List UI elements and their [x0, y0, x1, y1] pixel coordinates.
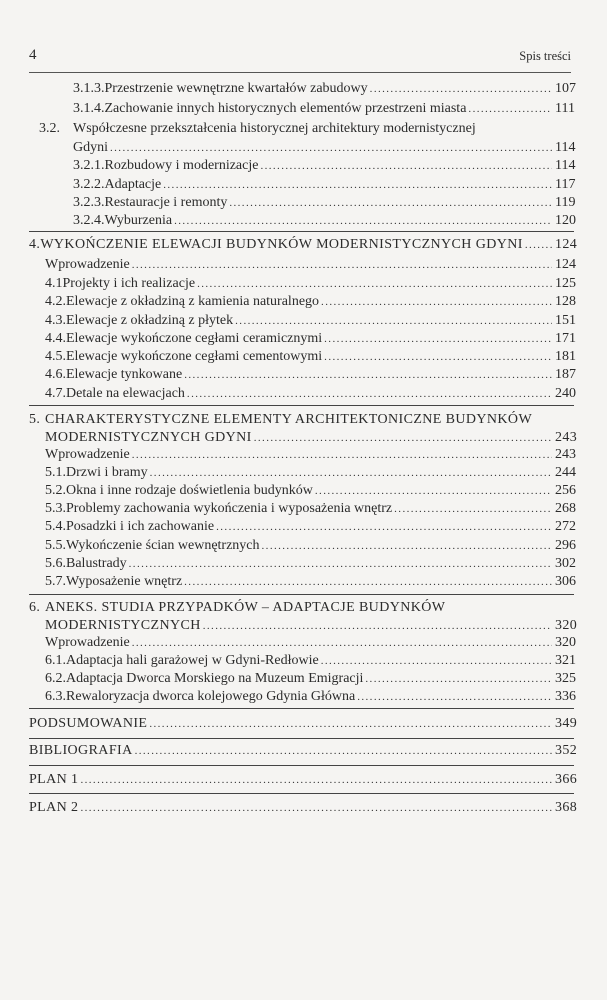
toc-entry [45, 293, 575, 311]
toc-leader-dots [394, 501, 552, 518]
toc-entry-title: Detale na elewacjach [66, 386, 185, 401]
toc-entry-first-line [39, 120, 476, 137]
toc-entry-number: 6.3. [45, 689, 66, 704]
toc-page-number: 306 [555, 574, 576, 589]
toc-page-number: 187 [555, 367, 576, 382]
toc-leader-dots [370, 81, 552, 98]
toc-entry-title: WYKOŃCZENIE ELEWACJI BUDYNKÓW MODERNISTYCZNYCH GDYNI [40, 237, 523, 252]
toc-leader-dots [216, 519, 552, 536]
toc-leader-dots [197, 276, 552, 293]
toc-entry-number: 6. [29, 600, 41, 615]
toc-entry [73, 212, 575, 230]
toc-entry [73, 176, 575, 194]
toc-page-number: 107 [555, 81, 576, 96]
toc-entry-number: 3.2.1. [73, 158, 105, 173]
toc-page-number: 268 [555, 501, 576, 516]
toc-entry-title: Adaptacje [104, 177, 162, 192]
toc-leader-dots [468, 101, 552, 118]
toc-entry-number: 5.3. [45, 501, 66, 516]
toc-entry [45, 634, 575, 652]
toc-entry [45, 446, 575, 464]
toc-page-number: 114 [555, 158, 576, 173]
toc-entry [73, 80, 575, 98]
toc-entry [45, 518, 575, 536]
toc-entry [73, 157, 575, 175]
page-number: 4 [29, 47, 37, 63]
toc-entry-number: 5. [29, 412, 41, 427]
section-divider [29, 405, 574, 406]
toc-entry [45, 688, 575, 706]
section-divider [29, 765, 574, 766]
toc-entry-number: 3.1.3. [73, 81, 105, 96]
toc-leader-dots [324, 331, 552, 348]
toc-page-number: 321 [555, 653, 576, 668]
toc-leader-dots [235, 313, 552, 330]
toc-leader-dots [132, 635, 552, 652]
toc-page-number: 320 [555, 618, 578, 633]
toc-entry-number: 4.7. [45, 386, 66, 401]
toc-entry-title: MODERNISTYCZNYCH GDYNI [45, 430, 252, 445]
toc-leader-dots [150, 465, 552, 482]
toc-page-number: 302 [555, 556, 576, 571]
toc-entry [45, 555, 575, 573]
toc-chapter-entry [29, 771, 578, 789]
section-divider [29, 231, 574, 232]
toc-entry [45, 348, 575, 366]
toc-entry-title: Elewacje z okładziną z płytek [66, 313, 234, 328]
toc-page-number: 325 [555, 671, 576, 686]
toc-leader-dots [135, 743, 552, 760]
toc-leader-dots [365, 671, 552, 688]
toc-page-number: 349 [555, 716, 578, 731]
toc-entry-title: Przestrzenie wewnętrzne kwartałów zabudowy [104, 81, 368, 96]
toc-page-number: 114 [555, 140, 576, 155]
toc-page-number: 120 [555, 213, 576, 228]
toc-entry-title: Projekty i ich realizacje [62, 276, 196, 291]
toc-entry [45, 366, 575, 384]
toc-entry-number: 4.4. [45, 331, 66, 346]
toc-page-number: 336 [555, 689, 576, 704]
toc-entry [45, 573, 575, 591]
toc-page-number: 128 [555, 294, 576, 309]
toc-entry-title-line1: Współczesne przekształcenia historycznej architektury modernistycznej [73, 121, 476, 136]
toc-entry-title: PODSUMOWANIE [29, 716, 148, 731]
toc-entry-number: 3.2. [39, 121, 60, 136]
toc-page-number: 320 [555, 635, 576, 650]
toc-entry-title: Elewacje z okładziną z kamienia naturalnego [66, 294, 320, 309]
toc-page-number: 111 [555, 101, 575, 116]
section-divider [29, 793, 574, 794]
toc-entry-title: Drzwi i bramy [66, 465, 148, 480]
toc-entry-number: 3.2.3. [73, 195, 105, 210]
section-divider [29, 708, 574, 709]
toc-entry [45, 385, 575, 403]
toc-page-number: 119 [555, 195, 576, 210]
toc-entry-title: Wyposażenie wnętrz [66, 574, 183, 589]
toc-page-number: 181 [555, 349, 576, 364]
toc-entry-title: Rozbudowy i modernizacje [104, 158, 259, 173]
toc-leader-dots [184, 367, 552, 384]
toc-page-number: 117 [555, 177, 576, 192]
toc-page-number: 296 [555, 538, 576, 553]
toc-entry-title: Adaptacja Dworca Morskiego na Muzeum Emigracji [66, 671, 364, 686]
toc-entry [45, 330, 575, 348]
toc-entry [45, 670, 575, 688]
toc-leader-dots [187, 386, 552, 403]
toc-leader-dots [525, 237, 552, 254]
toc-entry [45, 500, 575, 518]
toc-entry [73, 194, 575, 212]
toc-entry-title: Wprowadzenie [45, 257, 130, 272]
toc-entry-number: 5.7. [45, 574, 66, 589]
toc-entry-title: Gdyni [73, 140, 108, 155]
toc-leader-dots [357, 689, 552, 706]
toc-leader-dots [315, 483, 552, 500]
toc-page-number: 124 [555, 237, 578, 252]
toc-entry-title: Balustrady [66, 556, 127, 571]
toc-chapter-entry [45, 429, 578, 447]
toc-page-number: 124 [555, 257, 576, 272]
toc-entry-number: 4.6. [45, 367, 66, 382]
toc-entry-number: 6.1. [45, 653, 66, 668]
toc-leader-dots [321, 653, 552, 670]
toc-page-number: 240 [555, 386, 576, 401]
toc-entry [45, 275, 575, 293]
toc-entry-number: 4.1 [45, 276, 63, 291]
toc-entry-title: Zachowanie innych historycznych elementów przestrzeni miasta [104, 101, 467, 116]
toc-entry-number: 3.2.2. [73, 177, 105, 192]
toc-leader-dots [132, 257, 552, 274]
toc-leader-dots [149, 716, 552, 733]
toc-entry-title: Adaptacja hali garażowej w Gdyni-Redłowie [66, 653, 319, 668]
toc-chapter-entry [29, 799, 578, 817]
toc-entry-title: Problemy zachowania wykończenia i wyposażenia wnętrz [66, 501, 393, 516]
toc-page-number: 171 [555, 331, 576, 346]
toc-entry-number: 4.3. [45, 313, 66, 328]
toc-leader-dots [80, 800, 552, 817]
toc-chapter-entry [29, 715, 578, 733]
toc-entry [73, 139, 575, 157]
toc-leader-dots [132, 447, 552, 464]
toc-entry-number: 3.2.4. [73, 213, 105, 228]
toc-entry [45, 482, 575, 500]
toc-entry-title: Elewacje wykończone cegłami ceramicznymi [66, 331, 323, 346]
toc-entry [45, 464, 575, 482]
toc-entry-number: 4. [29, 237, 41, 252]
toc-chapter-entry [29, 236, 578, 254]
toc-entry-number: 4.2. [45, 294, 66, 309]
toc-entry-title: Okna i inne rodzaje doświetlenia budynków [66, 483, 313, 498]
toc-entry-title: BIBLIOGRAFIA [29, 743, 133, 758]
section-divider [29, 594, 574, 595]
toc-entry-title: Posadzki i ich zachowanie [66, 519, 215, 534]
toc-leader-dots [262, 538, 552, 555]
toc-page-number: 352 [555, 743, 578, 758]
toc-entry-number: 5.4. [45, 519, 66, 534]
toc-entry [73, 100, 575, 118]
toc-leader-dots [163, 177, 552, 194]
toc-leader-dots [80, 772, 552, 789]
toc-page-number: 256 [555, 483, 576, 498]
toc-entry-title-line1: ANEKS. STUDIA PRZYPADKÓW – ADAPTACJE BUDYNKÓW [45, 600, 446, 615]
toc-leader-dots [324, 349, 552, 366]
toc-page-number: 244 [555, 465, 576, 480]
toc-page-number: 243 [555, 447, 576, 462]
toc-page-number: 151 [555, 313, 576, 328]
toc-leader-dots [254, 430, 552, 447]
section-divider [29, 738, 574, 739]
toc-chapter-entry [29, 742, 578, 760]
toc-chapter-first-line [29, 599, 445, 616]
toc-leader-dots [321, 294, 552, 311]
toc-entry-title: Elewacje tynkowane [66, 367, 183, 382]
toc-leader-dots [229, 195, 552, 212]
toc-entry-number: 5.1. [45, 465, 66, 480]
toc-entry-number: 6.2. [45, 671, 66, 686]
toc-entry-title: Restauracje i remonty [104, 195, 228, 210]
toc-leader-dots [203, 618, 552, 635]
toc-entry-number: 4.5. [45, 349, 66, 364]
toc-leader-dots [174, 213, 552, 230]
toc-leader-dots [110, 140, 552, 157]
toc-page-number: 125 [555, 276, 576, 291]
toc-leader-dots [260, 158, 552, 175]
toc-entry-number: 5.6. [45, 556, 66, 571]
toc-entry [45, 312, 575, 330]
toc-entry-title: Wprowadzenie [45, 447, 130, 462]
toc-entry-number: 3.1.4. [73, 101, 105, 116]
toc-entry-title: Elewacje wykończone cegłami cementowymi [66, 349, 323, 364]
toc-chapter-entry [45, 617, 578, 635]
toc-page-number: 366 [555, 772, 578, 787]
toc-leader-dots [129, 556, 552, 573]
toc-entry-title: Wyburzenia [104, 213, 173, 228]
toc-entry-title: PLAN 1 [29, 772, 79, 787]
toc-page-number: 368 [555, 800, 578, 815]
toc-entry-title-line1: CHARAKTERYSTYCZNE ELEMENTY ARCHITEKTONICZNE BUDYNKÓW [45, 412, 533, 427]
toc-entry-title: MODERNISTYCZNYCH [45, 618, 201, 633]
toc-chapter-first-line [29, 411, 532, 428]
toc-entry [45, 256, 575, 274]
toc-entry-number: 5.2. [45, 483, 66, 498]
toc-leader-dots [184, 574, 552, 591]
toc-entry [45, 652, 575, 670]
toc-entry-title: Wykończenie ścian wewnętrznych [66, 538, 260, 553]
toc-entry-title: PLAN 2 [29, 800, 79, 815]
toc-page-number: 243 [555, 430, 578, 445]
toc-entry-title: Rewaloryzacja dworca kolejowego Gdynia Główna [66, 689, 356, 704]
toc-entry-number: 5.5. [45, 538, 66, 553]
toc-entry-title: Wprowadzenie [45, 635, 130, 650]
toc-page-number: 272 [555, 519, 576, 534]
running-title: Spis treści [519, 49, 571, 63]
toc-entry [45, 537, 575, 555]
